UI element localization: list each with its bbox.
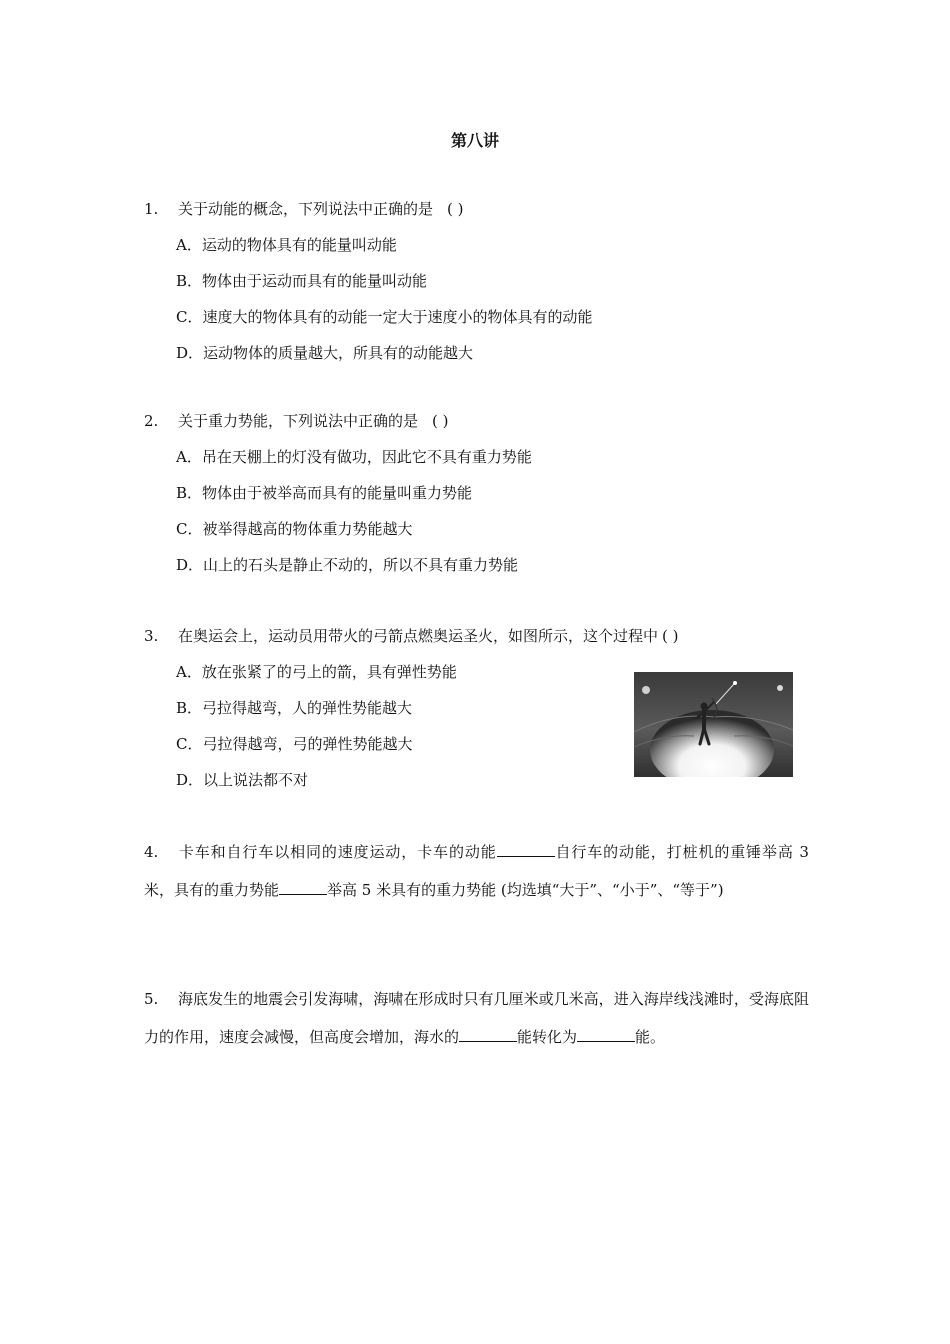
question-3 [144, 625, 679, 805]
answer-blank-1[interactable] [459, 1025, 517, 1042]
question-text: 关于重力势能，下列说法中正确的是 [178, 412, 419, 430]
question-text: 关于动能的概念，下列说法中正确的是 [178, 200, 434, 218]
option-a: A．运动的物体具有的能量叫动能 [176, 236, 397, 254]
option-b: B．物体由于被举高而具有的能量叫重力势能 [176, 484, 473, 502]
question-2 [144, 410, 532, 590]
question-number: 3. [144, 627, 159, 645]
question-text: 海底发生的地震会引发海啸，海啸在形成时只有几厘米或几米高，进入海岸线浅滩时，受海底阻力的作用，速度会减慢，但高度会增加，海水的 [144, 990, 809, 1046]
answer-paren: ( ) [432, 412, 449, 430]
archer-photo [634, 672, 793, 777]
question-number: 1. [144, 200, 159, 218]
question-text: 举高 5 米具有的重力势能 (均选填“大于”、“小于”、“等于”) [327, 881, 724, 899]
question-text: 能。 [635, 1028, 666, 1046]
option-b: B．物体由于运动而具有的能量叫动能 [176, 272, 428, 290]
question-4 [144, 833, 809, 909]
question-stem [144, 198, 592, 234]
option-c: C．速度大的物体具有的动能一定大于速度小的物体具有的动能 [176, 308, 593, 326]
option-d: D．以上说法都不对 [176, 771, 309, 789]
question-text: 能转化为 [517, 1028, 578, 1046]
question-number: 2. [144, 412, 159, 430]
question-number: 5. [144, 990, 159, 1008]
option-d: D．运动物体的质量越大，所具有的动能越大 [176, 344, 474, 362]
page-title: 第八讲 [450, 131, 499, 150]
option-c: C．弓拉得越弯，弓的弹性势能越大 [176, 735, 413, 753]
question-text: 卡车和自行车以相同的速度运动，卡车的动能 [178, 843, 497, 861]
answer-blank-1[interactable] [497, 840, 555, 857]
question-stem [144, 625, 679, 661]
question-text: 自行车的动能，打桩机的重锤举高 3 米，具有的重力势能 [144, 843, 809, 899]
option-a: A．吊在天棚上的灯没有做功，因此它不具有重力势能 [176, 448, 532, 466]
question-text: 在奥运会上，运动员用带火的弓箭点燃奥运圣火，如图所示，这个过程中 [178, 627, 659, 645]
question-stem [144, 410, 532, 446]
question-5 [144, 980, 809, 1056]
option-b: B．弓拉得越弯，人的弹性势能越大 [176, 699, 413, 717]
answer-blank-2[interactable] [279, 878, 327, 895]
option-c: C．被举得越高的物体重力势能越大 [176, 520, 413, 538]
option-d: D．山上的石头是静止不动的，所以不具有重力势能 [176, 556, 519, 574]
answer-paren: ( ) [447, 200, 464, 218]
question-number: 4. [144, 843, 159, 861]
option-a: A．放在张紧了的弓上的箭，具有弹性势能 [176, 663, 457, 681]
answer-blank-2[interactable] [577, 1025, 635, 1042]
question-1 [144, 198, 592, 378]
answer-paren: ( ) [662, 627, 679, 645]
